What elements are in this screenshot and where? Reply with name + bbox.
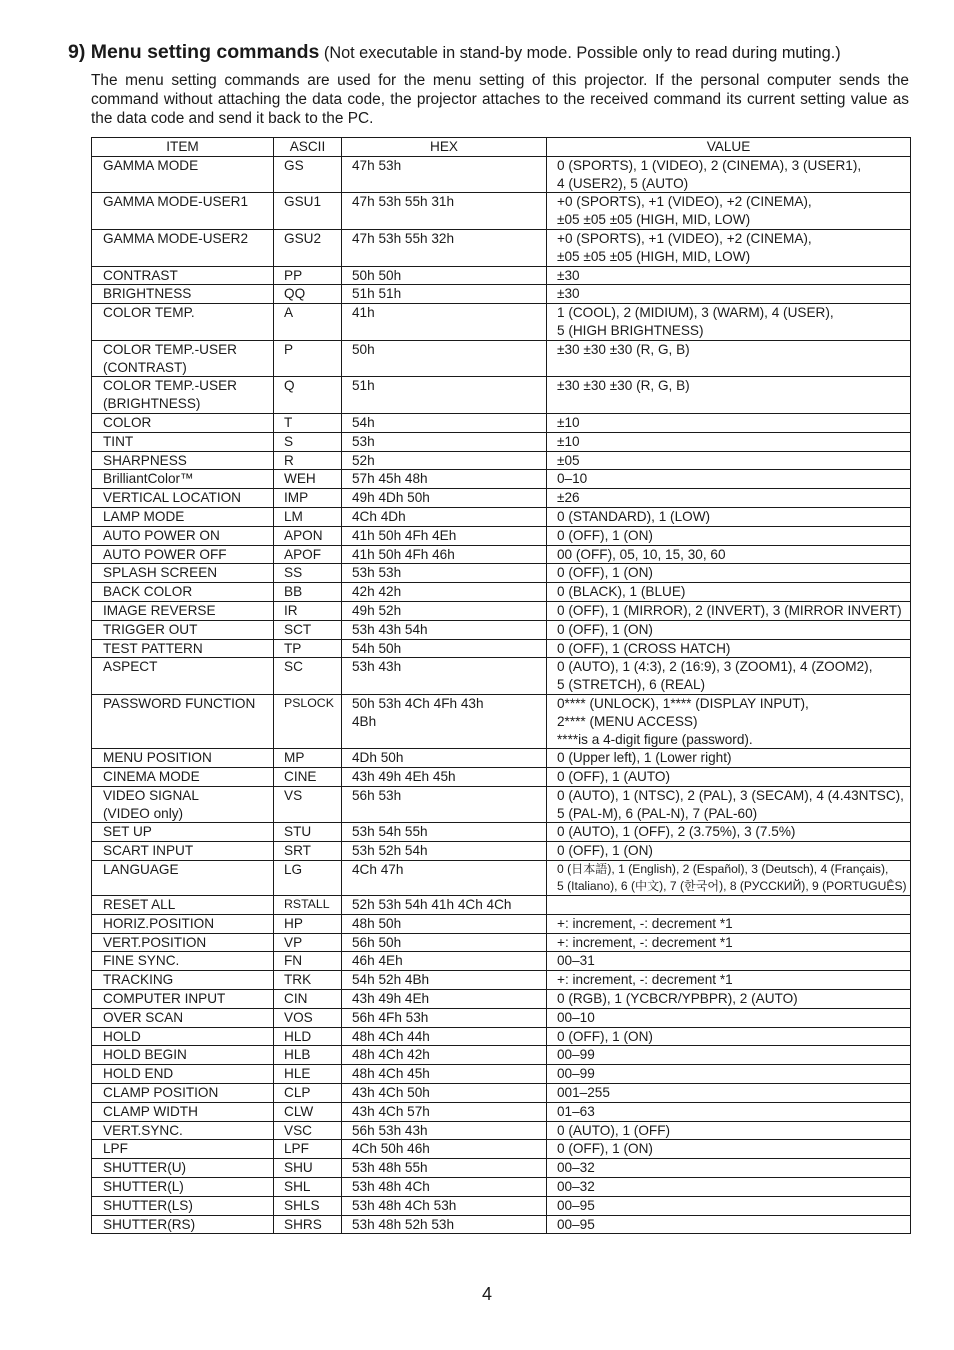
ascii-cell: SCT: [274, 620, 342, 639]
hex-cell: 4Dh 50h: [342, 749, 547, 768]
ascii-cell: A: [274, 304, 342, 341]
table-row: [92, 768, 911, 787]
value-cell: 00–31: [547, 952, 911, 971]
table-row: [92, 601, 911, 620]
value-cell: 0 (OFF), 1 (ON): [547, 564, 911, 583]
table-row: [92, 1140, 911, 1159]
value-cell: 00–10: [547, 1008, 911, 1027]
item-cell: COLOR TEMP.-USER (BRIGHTNESS): [92, 377, 274, 414]
ascii-cell: PP: [274, 266, 342, 285]
table-row: [92, 545, 911, 564]
item-cell: SHARPNESS: [92, 451, 274, 470]
item-cell: LPF: [92, 1140, 274, 1159]
value-cell: 00–32: [547, 1178, 911, 1197]
hex-cell: 4Ch 50h 46h: [342, 1140, 547, 1159]
ascii-cell: SHL: [274, 1178, 342, 1197]
hex-cell: 51h: [342, 377, 547, 414]
table-row: [92, 526, 911, 545]
item-cell: GAMMA MODE-USER1: [92, 193, 274, 230]
value-cell: 0 (BLACK), 1 (BLUE): [547, 583, 911, 602]
value-cell: 0 (日本語), 1 (English), 2 (Español), 3 (Deutsch), 4 (Français), 5 (Italiano), 6 (中文), 7 (한국어), 8 (РУССКИЙ), 9 (PORTUGUÊS): [547, 861, 911, 896]
hex-cell: 52h: [342, 451, 547, 470]
hex-cell: 47h 53h 55h 32h: [342, 229, 547, 266]
ascii-cell: WEH: [274, 470, 342, 489]
value-cell: ±26: [547, 489, 911, 508]
item-cell: COMPUTER INPUT: [92, 990, 274, 1009]
table-row: [92, 914, 911, 933]
hex-cell: 53h 54h 55h: [342, 823, 547, 842]
value-cell: 0–10: [547, 470, 911, 489]
item-cell: TINT: [92, 432, 274, 451]
hex-cell: 50h: [342, 340, 547, 377]
table-row: [92, 583, 911, 602]
table-row: [92, 451, 911, 470]
item-cell: SHUTTER(L): [92, 1178, 274, 1197]
item-cell: BACK COLOR: [92, 583, 274, 602]
hex-cell: 49h 52h: [342, 601, 547, 620]
ascii-cell: VS: [274, 786, 342, 823]
value-cell: 0 (AUTO), 1 (NTSC), 2 (PAL), 3 (SECAM), 4 (4.43NTSC), 5 (PAL-M), 6 (PAL-N), 7 (PAL-60): [547, 786, 911, 823]
ascii-cell: MP: [274, 749, 342, 768]
value-cell: 00–95: [547, 1215, 911, 1234]
table-row: [92, 1215, 911, 1234]
hex-cell: 4Ch 4Dh: [342, 507, 547, 526]
value-cell: 0 (AUTO), 1 (OFF): [547, 1121, 911, 1140]
item-cell: CONTRAST: [92, 266, 274, 285]
ascii-cell: SRT: [274, 842, 342, 861]
hex-cell: 48h 4Ch 42h: [342, 1046, 547, 1065]
ascii-cell: P: [274, 340, 342, 377]
section-heading-title: 9) Menu setting commands: [68, 41, 320, 63]
table-body: [92, 156, 911, 1234]
item-cell: HOLD: [92, 1027, 274, 1046]
hex-cell: 48h 50h: [342, 914, 547, 933]
hex-cell: 51h 51h: [342, 285, 547, 304]
item-cell: BRIGHTNESS: [92, 285, 274, 304]
ascii-cell: TP: [274, 639, 342, 658]
ascii-cell: CIN: [274, 990, 342, 1009]
ascii-cell: IMP: [274, 489, 342, 508]
item-cell: CLAMP WIDTH: [92, 1102, 274, 1121]
value-cell: 0 (OFF), 1 (ON): [547, 842, 911, 861]
ascii-cell: TRK: [274, 971, 342, 990]
table-row: [92, 507, 911, 526]
ascii-cell: LG: [274, 861, 342, 896]
value-cell: ±05: [547, 451, 911, 470]
value-cell: 0 (OFF), 1 (ON): [547, 1027, 911, 1046]
item-cell: SHUTTER(U): [92, 1159, 274, 1178]
ascii-cell: HLE: [274, 1065, 342, 1084]
hex-cell: 56h 50h: [342, 933, 547, 952]
value-cell: 1 (COOL), 2 (MIDIUM), 3 (WARM), 4 (USER), 5 (HIGH BRIGHTNESS): [547, 304, 911, 341]
value-cell: 0 (OFF), 1 (ON): [547, 1140, 911, 1159]
value-cell: 0**** (UNLOCK), 1**** (DISPLAY INPUT), 2**** (MENU ACCESS) ****is a 4-digit figure (password).: [547, 694, 911, 748]
ascii-cell: GS: [274, 156, 342, 193]
ascii-cell: FN: [274, 952, 342, 971]
value-cell: 00 (OFF), 05, 10, 15, 30, 60: [547, 545, 911, 564]
item-cell: SPLASH SCREEN: [92, 564, 274, 583]
table-row: [92, 658, 911, 695]
hex-cell: 48h 4Ch 45h: [342, 1065, 547, 1084]
table-row: [92, 933, 911, 952]
item-cell: VERT.SYNC.: [92, 1121, 274, 1140]
item-cell: GAMMA MODE: [92, 156, 274, 193]
table-row: [92, 952, 911, 971]
item-cell: AUTO POWER ON: [92, 526, 274, 545]
hex-cell: 53h 43h: [342, 658, 547, 695]
value-cell: 0 (OFF), 1 (CROSS HATCH): [547, 639, 911, 658]
table-row: [92, 1196, 911, 1215]
table-row: [92, 340, 911, 377]
hex-cell: 49h 4Dh 50h: [342, 489, 547, 508]
ascii-cell: BB: [274, 583, 342, 602]
value-cell: 00–99: [547, 1046, 911, 1065]
value-cell: 01–63: [547, 1102, 911, 1121]
item-cell: IMAGE REVERSE: [92, 601, 274, 620]
item-cell: COLOR: [92, 413, 274, 432]
ascii-cell: HLD: [274, 1027, 342, 1046]
value-cell: 0 (AUTO), 1 (4:3), 2 (16:9), 3 (ZOOM1), 4 (ZOOM2), 5 (STRETCH), 6 (REAL): [547, 658, 911, 695]
hex-cell: 53h 48h 52h 53h: [342, 1215, 547, 1234]
ascii-cell: S: [274, 432, 342, 451]
hex-cell: 41h 50h 4Fh 46h: [342, 545, 547, 564]
item-cell: RESET ALL: [92, 896, 274, 915]
ascii-cell: CLW: [274, 1102, 342, 1121]
item-cell: ASPECT: [92, 658, 274, 695]
value-cell: 001–255: [547, 1084, 911, 1103]
ascii-cell: SHLS: [274, 1196, 342, 1215]
item-cell: GAMMA MODE-USER2: [92, 229, 274, 266]
ascii-cell: CINE: [274, 768, 342, 787]
table-row: [92, 304, 911, 341]
table-row: [92, 786, 911, 823]
hex-cell: 47h 53h: [342, 156, 547, 193]
ascii-cell: APON: [274, 526, 342, 545]
value-cell: ±30 ±30 ±30 (R, G, B): [547, 340, 911, 377]
hex-cell: 43h 49h 4Eh: [342, 990, 547, 1009]
table-row: [92, 1159, 911, 1178]
ascii-cell: VOS: [274, 1008, 342, 1027]
hex-cell: 50h 50h: [342, 266, 547, 285]
hex-cell: 4Ch 47h: [342, 861, 547, 896]
table-row: [92, 749, 911, 768]
hex-cell: 53h 48h 55h: [342, 1159, 547, 1178]
ascii-cell: VSC: [274, 1121, 342, 1140]
item-cell: COLOR TEMP.-USER (CONTRAST): [92, 340, 274, 377]
table-row: [92, 842, 911, 861]
item-cell: HORIZ.POSITION: [92, 914, 274, 933]
item-cell: TRIGGER OUT: [92, 620, 274, 639]
table-row: [92, 564, 911, 583]
page-number: 4: [482, 1284, 493, 1304]
hex-cell: 42h 42h: [342, 583, 547, 602]
item-cell: MENU POSITION: [92, 749, 274, 768]
ascii-cell: LPF: [274, 1140, 342, 1159]
section-heading-note: (Not executable in stand-by mode. Possible only to read during muting.): [319, 44, 841, 62]
ascii-cell: IR: [274, 601, 342, 620]
item-cell: PASSWORD FUNCTION: [92, 694, 274, 748]
hex-cell: 48h 4Ch 44h: [342, 1027, 547, 1046]
ascii-cell: CLP: [274, 1084, 342, 1103]
item-cell: AUTO POWER OFF: [92, 545, 274, 564]
value-cell: ±30: [547, 266, 911, 285]
ascii-cell: GSU1: [274, 193, 342, 230]
hex-cell: 47h 53h 55h 31h: [342, 193, 547, 230]
item-cell: SHUTTER(RS): [92, 1215, 274, 1234]
table-row: [92, 489, 911, 508]
item-cell: SHUTTER(LS): [92, 1196, 274, 1215]
hex-cell: 54h: [342, 413, 547, 432]
ascii-cell: QQ: [274, 285, 342, 304]
table-row: [92, 193, 911, 230]
hex-cell: 43h 49h 4Eh 45h: [342, 768, 547, 787]
value-cell: 0 (STANDARD), 1 (LOW): [547, 507, 911, 526]
ascii-cell: R: [274, 451, 342, 470]
value-cell: +: increment, -: decrement *1: [547, 933, 911, 952]
table-row: [92, 1046, 911, 1065]
value-cell: ±30: [547, 285, 911, 304]
hex-cell: 53h 43h 54h: [342, 620, 547, 639]
item-cell: CLAMP POSITION: [92, 1084, 274, 1103]
item-cell: COLOR TEMP.: [92, 304, 274, 341]
section-heading: [68, 41, 841, 64]
value-cell: +: increment, -: decrement *1: [547, 914, 911, 933]
hex-cell: 53h 52h 54h: [342, 842, 547, 861]
ascii-cell: SC: [274, 658, 342, 695]
ascii-cell: VP: [274, 933, 342, 952]
ascii-cell: SHU: [274, 1159, 342, 1178]
value-cell: 0 (RGB), 1 (YCBCR/YPBPR), 2 (AUTO): [547, 990, 911, 1009]
table-row: [92, 413, 911, 432]
hex-cell: 56h 4Fh 53h: [342, 1008, 547, 1027]
value-cell: 0 (Upper left), 1 (Lower right): [547, 749, 911, 768]
value-cell: 0 (OFF), 1 (AUTO): [547, 768, 911, 787]
ascii-cell: PSLOCK: [274, 694, 342, 748]
hex-cell: 57h 45h 48h: [342, 470, 547, 489]
table-row: [92, 861, 911, 896]
ascii-cell: STU: [274, 823, 342, 842]
item-cell: LANGUAGE: [92, 861, 274, 896]
hex-cell: 53h 53h: [342, 564, 547, 583]
ascii-cell: LM: [274, 507, 342, 526]
header-ascii: ASCII: [274, 138, 342, 157]
value-cell: ±10: [547, 432, 911, 451]
hex-cell: 43h 4Ch 50h: [342, 1084, 547, 1103]
hex-cell: 56h 53h 43h: [342, 1121, 547, 1140]
hex-cell: 50h 53h 4Ch 4Fh 43h 4Bh: [342, 694, 547, 748]
item-cell: OVER SCAN: [92, 1008, 274, 1027]
table-row: [92, 229, 911, 266]
table-row: [92, 694, 911, 748]
item-cell: CINEMA MODE: [92, 768, 274, 787]
item-cell: VERT.POSITION: [92, 933, 274, 952]
ascii-cell: GSU2: [274, 229, 342, 266]
table-row: [92, 432, 911, 451]
ascii-cell: SS: [274, 564, 342, 583]
hex-cell: 41h 50h 4Fh 4Eh: [342, 526, 547, 545]
table-row: [92, 1102, 911, 1121]
ascii-cell: HP: [274, 914, 342, 933]
value-cell: +0 (SPORTS), +1 (VIDEO), +2 (CINEMA), ±05 ±05 ±05 (HIGH, MID, LOW): [547, 193, 911, 230]
item-cell: HOLD BEGIN: [92, 1046, 274, 1065]
ascii-cell: SHRS: [274, 1215, 342, 1234]
value-cell: [547, 896, 911, 915]
hex-cell: 54h 52h 4Bh: [342, 971, 547, 990]
ascii-cell: APOF: [274, 545, 342, 564]
item-cell: TRACKING: [92, 971, 274, 990]
item-cell: LAMP MODE: [92, 507, 274, 526]
table-row: [92, 377, 911, 414]
item-cell: SCART INPUT: [92, 842, 274, 861]
value-cell: 0 (OFF), 1 (MIRROR), 2 (INVERT), 3 (MIRROR INVERT): [547, 601, 911, 620]
header-value: VALUE: [547, 138, 911, 157]
item-cell: FINE SYNC.: [92, 952, 274, 971]
table-row: [92, 639, 911, 658]
value-cell: 0 (OFF), 1 (ON): [547, 526, 911, 545]
header-hex: HEX: [342, 138, 547, 157]
ascii-cell: T: [274, 413, 342, 432]
value-cell: 00–32: [547, 1159, 911, 1178]
ascii-cell: HLB: [274, 1046, 342, 1065]
item-cell: BrilliantColor™: [92, 470, 274, 489]
hex-cell: 53h 48h 4Ch 53h: [342, 1196, 547, 1215]
section-intro: The menu setting commands are used for the menu setting of this projector. If the personal computer sends the command without attaching the data code, the projector attaches to the received command its current setting value as the data code and send it back to the PC.: [91, 72, 909, 128]
value-cell: +0 (SPORTS), +1 (VIDEO), +2 (CINEMA), ±05 ±05 ±05 (HIGH, MID, LOW): [547, 229, 911, 266]
table-row: [92, 1008, 911, 1027]
value-cell: ±10: [547, 413, 911, 432]
hex-cell: 56h 53h: [342, 786, 547, 823]
value-cell: +: increment, -: decrement *1: [547, 971, 911, 990]
header-item: ITEM: [92, 138, 274, 157]
item-cell: SET UP: [92, 823, 274, 842]
table-row: [92, 1178, 911, 1197]
table-row: [92, 266, 911, 285]
table-row: [92, 896, 911, 915]
value-cell: 0 (AUTO), 1 (OFF), 2 (3.75%), 3 (7.5%): [547, 823, 911, 842]
hex-cell: 46h 4Eh: [342, 952, 547, 971]
hex-cell: 41h: [342, 304, 547, 341]
value-cell: ±30 ±30 ±30 (R, G, B): [547, 377, 911, 414]
table-header-row: [92, 138, 911, 157]
ascii-cell: Q: [274, 377, 342, 414]
item-cell: VIDEO SIGNAL (VIDEO only): [92, 786, 274, 823]
table-row: [92, 285, 911, 304]
item-cell: VERTICAL LOCATION: [92, 489, 274, 508]
hex-cell: 43h 4Ch 57h: [342, 1102, 547, 1121]
table-row: [92, 620, 911, 639]
table-row: [92, 1084, 911, 1103]
item-cell: HOLD END: [92, 1065, 274, 1084]
table-row: [92, 470, 911, 489]
value-cell: 00–95: [547, 1196, 911, 1215]
hex-cell: 52h 53h 54h 41h 4Ch 4Ch: [342, 896, 547, 915]
value-cell: 0 (OFF), 1 (ON): [547, 620, 911, 639]
item-cell: TEST PATTERN: [92, 639, 274, 658]
table-row: [92, 1027, 911, 1046]
hex-cell: 54h 50h: [342, 639, 547, 658]
hex-cell: 53h 48h 4Ch: [342, 1178, 547, 1197]
value-cell: 00–99: [547, 1065, 911, 1084]
table-row: [92, 990, 911, 1009]
menu-setting-commands-table: [91, 137, 911, 1234]
hex-cell: 53h: [342, 432, 547, 451]
table-row: [92, 971, 911, 990]
table-row: [92, 156, 911, 193]
table-row: [92, 1121, 911, 1140]
table-row: [92, 823, 911, 842]
ascii-cell: RSTALL: [274, 896, 342, 915]
value-cell: 0 (SPORTS), 1 (VIDEO), 2 (CINEMA), 3 (USER1), 4 (USER2), 5 (AUTO): [547, 156, 911, 193]
table-row: [92, 1065, 911, 1084]
